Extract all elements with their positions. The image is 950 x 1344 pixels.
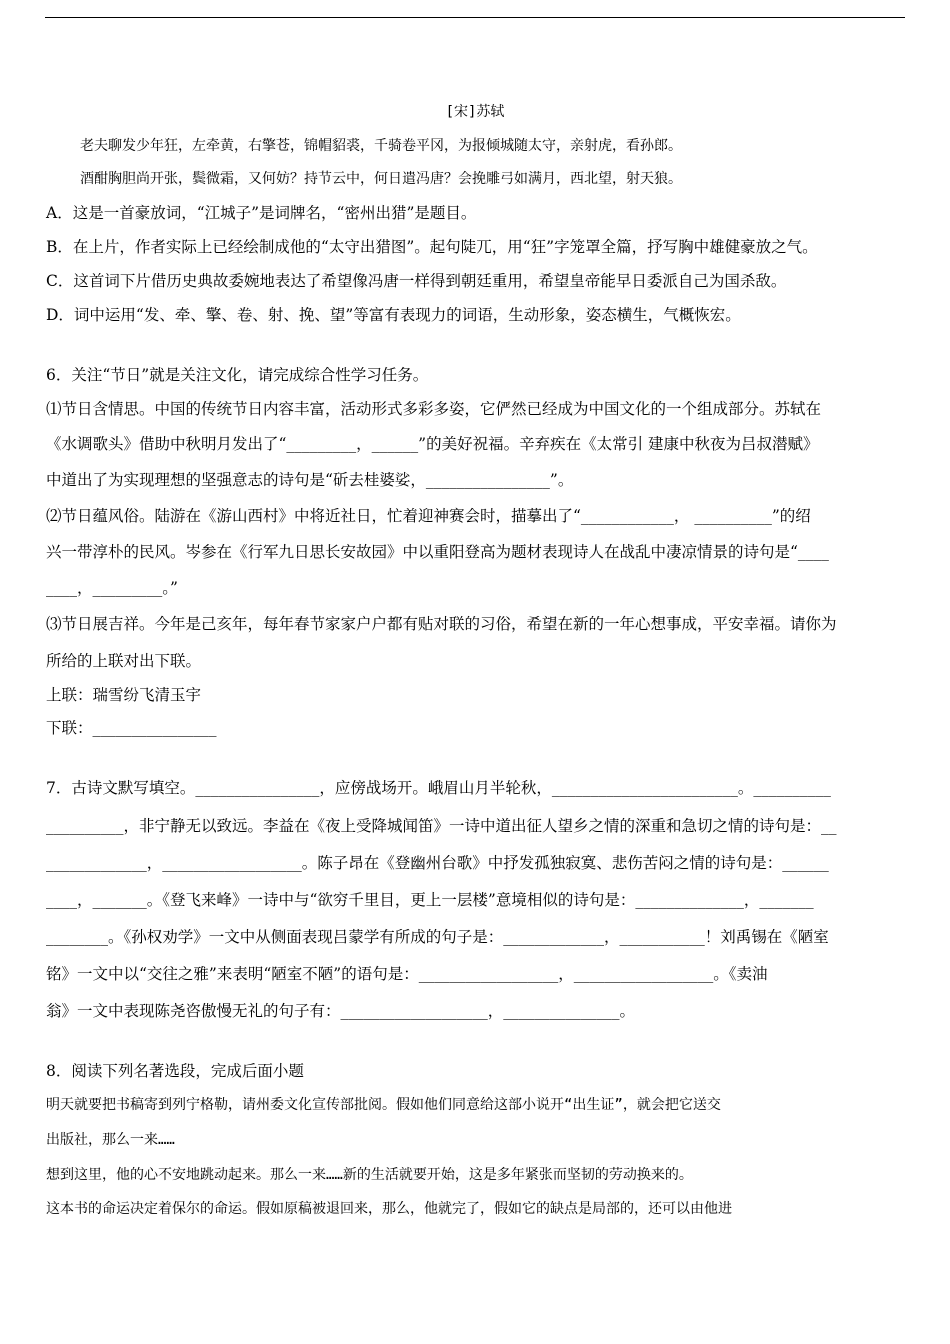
q6-text: 兴一带淳朴的民风。岑参在《行军九日思长安故园》中以重阳登高为题材表现诗人在战乱中凄凉情景的诗句是“____: [46, 543, 829, 561]
top-rule: [45, 17, 905, 18]
q7-text: 铭》一文中以“交往之雅”来表明“陋室不陋”的语句是：__________________，__________________。《卖油: [46, 965, 768, 983]
q7-text: ____，_______。《登飞来峰》一诗中与“欲穷千里目，更上一层楼”意境相似的诗句是：______________，_______: [46, 891, 814, 909]
option-c: C．这首词下片借历史典故委婉地表达了希望像冯唐一样得到朝廷重用，希望皇帝能早日委派自己为国杀敌。: [46, 272, 787, 290]
q7-text: 翁》一文中表现陈尧咨傲慢无礼的句子有：___________________，_______________。: [46, 1002, 636, 1020]
lower-couplet-blank: 下联：________________: [46, 719, 217, 737]
option-a: A．这是一首豪放词，“江城子”是词牌名，“密州出猎”是题目。: [46, 204, 477, 222]
q7-text: __________，非宁静无以致远。李益在《夜上受降城闻笛》一诗中道出征人望乡之情的深重和急切之情的诗句是：__: [46, 817, 837, 835]
q8-paragraph: 明天就要把书稿寄到列宁格勒，请州委文化宣传部批阅。假如他们同意给这部小说开“出生证”，就会把它送交: [46, 1097, 721, 1113]
q6-text: 中道出了为实现理想的坚强意志的诗句是“斫去桂婆娑，________________”。: [46, 471, 574, 489]
option-b: B．在上片，作者实际上已经绘制成他的“太守出猎图”。起句陡兀，用“狂”字笼罩全篇，抒写胸中雄健豪放之气。: [46, 238, 818, 256]
q6-text: ⑵节日蕴风俗。陆游在《游山西村》中将近社日，忙着迎神赛会时，描摹出了“____________， __________”的绍: [46, 507, 811, 525]
poem-line-1: 老夫聊发少年狂，左牵黄，右擎苍，锦帽貂裘，千骑卷平冈，为报倾城随太守，亲射虎，看孙郎。: [80, 138, 682, 154]
poem-line-2: 酒酣胸胆尚开张，鬓微霜，又何妨？持节云中，何日遣冯唐？会挽雕弓如满月，西北望，射天狼。: [80, 171, 682, 187]
q6-text: ⑶节日展吉祥。今年是己亥年，每年春节家家户户都有贴对联的习俗，希望在新的一年心想事成，平安幸福。请你为: [46, 615, 837, 633]
q8-heading: 8．阅读下列名著选段，完成后面小题: [46, 1062, 304, 1080]
q8-paragraph: 想到这里，他的心不安地跳动起来。那么一来……新的生活就要开始，这是多年紧张而坚韧的劳动换来的。: [46, 1167, 693, 1183]
q8-paragraph: 这本书的命运决定着保尔的命运。假如原稿被退回来，那么，他就完了，假如它的缺点是局部的，还可以由他进: [46, 1201, 732, 1217]
poem-author: [宋]苏轼: [445, 104, 505, 120]
q6-heading: 6．关注“节日”就是关注文化，请完成综合性学习任务。: [46, 366, 429, 384]
q7-text: _____________，__________________。陈子昂在《登幽州台歌》中抒发孤独寂寞、悲伤苦闷之情的诗句是：______: [46, 854, 829, 872]
upper-couplet: 上联：瑞雪纷飞清玉宇: [46, 686, 202, 704]
q6-text: 所给的上联对出下联。: [46, 652, 202, 670]
q8-paragraph: 出版社，那么一来……: [46, 1132, 175, 1148]
q6-text: 《水调歌头》借助中秋明月发出了“_________，______”的美好祝福。辛弃疾在《太常引 建康中秋夜为吕叔潜赋》: [46, 435, 819, 453]
q7-text: 7．古诗文默写填空。________________，应傍战场开。峨眉山月半轮秋，________________________。__________: [46, 779, 831, 797]
q6-text: ____，_________。”: [46, 579, 178, 597]
q7-text: ________。《孙权劝学》一文中从侧面表现吕蒙学有所成的句子是：_____________，___________！刘禹锡在《陋室: [46, 928, 829, 946]
option-d: D．词中运用“发、牵、擎、卷、射、挽、望”等富有表现力的词语，生动形象，姿态横生，气概恢宏。: [46, 306, 741, 324]
q6-text: ⑴节日含情思。中国的传统节日内容丰富，活动形式多彩多姿，它俨然已经成为中国文化的一个组成部分。苏轼在: [46, 400, 822, 418]
